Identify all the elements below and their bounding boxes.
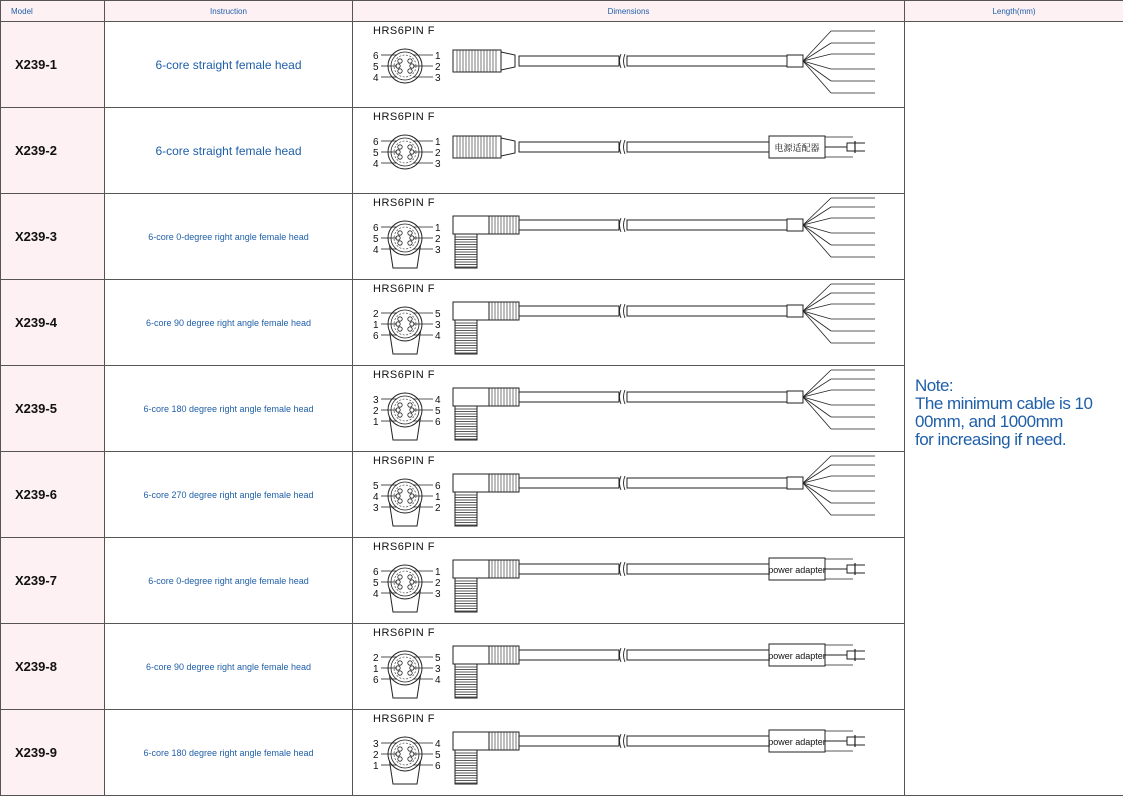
dimensions-cell xyxy=(353,22,905,108)
pin-number: 2 xyxy=(435,148,441,159)
header-model: Model xyxy=(1,1,105,22)
pin-number: 1 xyxy=(373,761,379,772)
pin-number: 5 xyxy=(373,578,379,589)
pin-number: 1 xyxy=(373,664,379,675)
wire-ends xyxy=(768,730,865,752)
instruction-cell: 6-core 0-degree right angle female head xyxy=(105,194,353,280)
dimensions-cell xyxy=(353,624,905,710)
model-cell: X239-4 xyxy=(1,280,105,366)
note-title: Note: xyxy=(915,377,1109,395)
model-cell: X239-2 xyxy=(1,108,105,194)
dimensions-cell xyxy=(353,366,905,452)
length-note xyxy=(905,377,1123,449)
connector-label: HRS6PIN F xyxy=(373,111,435,123)
pin-number: 4 xyxy=(373,73,379,84)
pin-number: 6 xyxy=(373,137,379,148)
plug-head xyxy=(453,646,519,698)
dimensions-cell xyxy=(353,710,905,796)
wire-ends xyxy=(768,644,865,666)
table-row xyxy=(1,22,1123,108)
pin-number: 3 xyxy=(435,589,441,600)
connector-label: HRS6PIN F xyxy=(373,369,435,381)
pin-number: 2 xyxy=(435,503,441,514)
length-note-cell xyxy=(905,22,1123,796)
pin-number: 4 xyxy=(373,159,379,170)
instruction-cell: 6-core 90 degree right angle female head xyxy=(105,280,353,366)
pin-number: 3 xyxy=(373,739,379,750)
plug-head xyxy=(453,302,519,354)
wire-ends xyxy=(803,456,875,515)
pin-number: 2 xyxy=(373,406,379,417)
connector-label: HRS6PIN F xyxy=(373,541,435,553)
pin-number: 4 xyxy=(435,675,441,686)
note-line: 00mm, and 1000mm xyxy=(915,413,1109,431)
cable-drawing xyxy=(353,538,903,618)
plug-head xyxy=(453,136,515,158)
pin-number: 1 xyxy=(435,492,441,503)
connector-face xyxy=(388,651,422,698)
pin-number: 6 xyxy=(373,331,379,342)
pin-number: 6 xyxy=(373,675,379,686)
cable-body xyxy=(519,218,803,232)
pin-number: 2 xyxy=(373,750,379,761)
pin-number: 1 xyxy=(435,567,441,578)
power-adapter-label: power adapter xyxy=(768,651,826,661)
cable-drawing xyxy=(353,366,903,446)
power-adapter-label: power adapter xyxy=(768,737,826,747)
pin-number: 1 xyxy=(373,320,379,331)
cable-drawing xyxy=(353,452,903,532)
cable-body xyxy=(519,648,803,662)
cable-drawing xyxy=(353,108,903,188)
pin-number: 1 xyxy=(435,223,441,234)
pin-number: 1 xyxy=(435,137,441,148)
model-cell: X239-8 xyxy=(1,624,105,710)
power-adapter-label: 电源适配器 xyxy=(774,142,819,153)
pin-number: 4 xyxy=(435,395,441,406)
pin-number: 5 xyxy=(373,62,379,73)
connector-face xyxy=(388,393,422,440)
instruction-cell: 6-core 0-degree right angle female head xyxy=(105,538,353,624)
pin-number: 5 xyxy=(373,234,379,245)
pin-number: 4 xyxy=(435,331,441,342)
pin-number: 2 xyxy=(435,234,441,245)
connector-face xyxy=(388,307,422,354)
connector-face xyxy=(388,565,422,612)
pin-number: 3 xyxy=(435,73,441,84)
pin-number: 2 xyxy=(435,62,441,73)
pin-number: 5 xyxy=(435,406,441,417)
cable-body xyxy=(519,562,803,576)
instruction-cell: 6-core 180 degree right angle female head xyxy=(105,366,353,452)
cable-body xyxy=(519,54,803,68)
instruction-cell: 6-core straight female head xyxy=(105,108,353,194)
connector-label: HRS6PIN F xyxy=(373,283,435,295)
pin-number: 5 xyxy=(435,750,441,761)
pin-number: 6 xyxy=(373,51,379,62)
cable-drawing xyxy=(353,624,903,704)
plug-head xyxy=(453,216,519,268)
cable-body xyxy=(519,476,803,490)
pin-number: 5 xyxy=(373,481,379,492)
pin-number: 5 xyxy=(435,653,441,664)
connector-label: HRS6PIN F xyxy=(373,25,435,37)
connector-label: HRS6PIN F xyxy=(373,197,435,209)
connector-face xyxy=(388,221,422,268)
pin-number: 5 xyxy=(435,309,441,320)
pin-number: 3 xyxy=(435,159,441,170)
cable-body xyxy=(519,304,803,318)
pin-number: 6 xyxy=(435,417,441,428)
cable-drawing xyxy=(353,280,903,360)
header-instruction: Instruction xyxy=(105,1,353,22)
model-cell: X239-9 xyxy=(1,710,105,796)
dimensions-cell xyxy=(353,538,905,624)
wire-ends xyxy=(803,31,875,93)
connector-face xyxy=(388,479,422,526)
plug-head xyxy=(453,50,515,72)
pin-number: 1 xyxy=(373,417,379,428)
cable-body xyxy=(519,140,803,154)
power-adapter-label: power adapter xyxy=(768,565,826,575)
pin-number: 6 xyxy=(435,481,441,492)
wire-ends xyxy=(803,198,875,257)
pin-number: 4 xyxy=(373,245,379,256)
instruction-cell: 6-core straight female head xyxy=(105,22,353,108)
pin-number: 2 xyxy=(373,653,379,664)
plug-head xyxy=(453,474,519,526)
pin-number: 4 xyxy=(435,739,441,750)
cable-drawing xyxy=(353,22,903,102)
pin-number: 2 xyxy=(373,309,379,320)
note-line: for increasing if need. xyxy=(915,431,1109,449)
pin-number: 3 xyxy=(435,245,441,256)
cable-drawing xyxy=(353,710,903,790)
cable-drawing xyxy=(353,194,903,274)
model-cell: X239-3 xyxy=(1,194,105,280)
connector-label: HRS6PIN F xyxy=(373,713,435,725)
wire-ends xyxy=(768,558,865,580)
cable-body xyxy=(519,734,803,748)
wire-ends xyxy=(803,370,875,429)
connector-label: HRS6PIN F xyxy=(373,455,435,467)
connector-label: HRS6PIN F xyxy=(373,627,435,639)
connector-face xyxy=(388,737,422,784)
dimensions-cell xyxy=(353,194,905,280)
pin-number: 3 xyxy=(435,664,441,675)
model-cell: X239-5 xyxy=(1,366,105,452)
pin-number: 4 xyxy=(373,589,379,600)
pin-number: 3 xyxy=(373,503,379,514)
instruction-cell: 6-core 90 degree right angle female head xyxy=(105,624,353,710)
pin-number: 3 xyxy=(373,395,379,406)
pin-number: 2 xyxy=(435,578,441,589)
wire-ends xyxy=(803,284,875,343)
instruction-cell: 6-core 180 degree right angle female head xyxy=(105,710,353,796)
header-dimensions: Dimensions xyxy=(353,1,905,22)
model-cell: X239-7 xyxy=(1,538,105,624)
dimensions-cell xyxy=(353,108,905,194)
plug-head xyxy=(453,388,519,440)
pin-number: 4 xyxy=(373,492,379,503)
model-cell: X239-1 xyxy=(1,22,105,108)
cable-body xyxy=(519,390,803,404)
note-line: The minimum cable is 10 xyxy=(915,395,1109,413)
dimensions-cell xyxy=(353,280,905,366)
dimensions-cell xyxy=(353,452,905,538)
wire-ends xyxy=(769,136,865,158)
pin-number: 6 xyxy=(435,761,441,772)
model-cell: X239-6 xyxy=(1,452,105,538)
pin-number: 1 xyxy=(435,51,441,62)
pin-number: 3 xyxy=(435,320,441,331)
plug-head xyxy=(453,560,519,612)
pin-number: 6 xyxy=(373,223,379,234)
table-header-row xyxy=(1,1,1123,22)
pin-number: 5 xyxy=(373,148,379,159)
instruction-cell: 6-core 270 degree right angle female head xyxy=(105,452,353,538)
pin-number: 6 xyxy=(373,567,379,578)
plug-head xyxy=(453,732,519,784)
header-length: Length(mm) xyxy=(905,1,1123,22)
